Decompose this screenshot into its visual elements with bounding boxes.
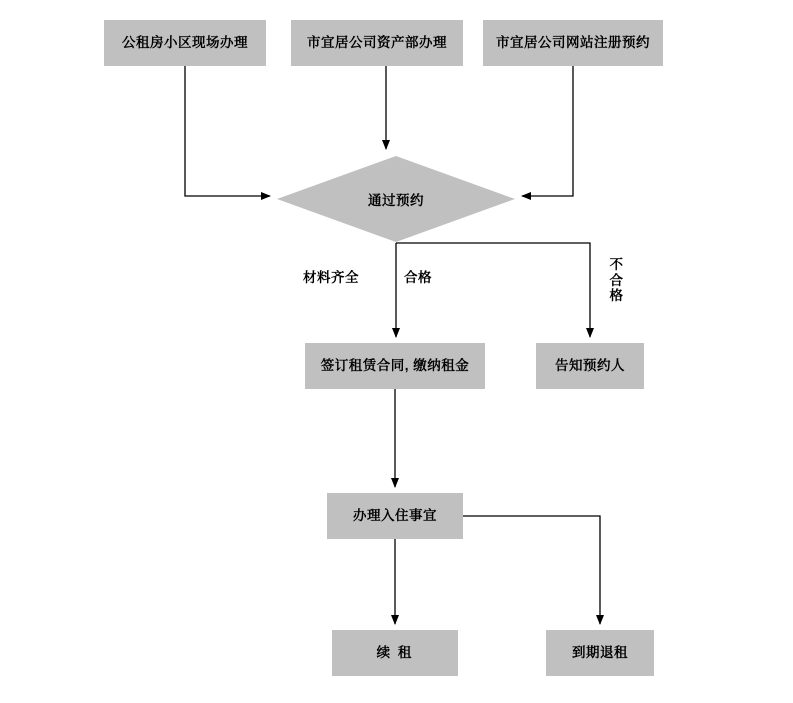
node-sign-contract[interactable]: 签订租赁合同, 缴纳租金	[305, 343, 485, 389]
node-website-registration[interactable]: 市宜居公司网站注册预约	[483, 20, 663, 66]
edge-label-not-qualified: 不合格	[609, 257, 624, 304]
node-renew-lease[interactable]: 续 租	[332, 630, 458, 676]
node-notify-applicant[interactable]: 告知预约人	[536, 343, 644, 389]
decision-label: 通过预约	[368, 193, 424, 208]
node-decision-appointment[interactable]	[276, 155, 516, 243]
edge-label-materials-complete: 材料齐全	[303, 270, 359, 285]
node-asset-department[interactable]: 市宜居公司资产部办理	[291, 20, 463, 66]
node-move-in[interactable]: 办理入住事宜	[327, 493, 463, 539]
edge-checkin-to-terminate	[463, 516, 600, 624]
edge-n1-to-decision	[185, 66, 270, 196]
edge-label-qualified: 合格	[404, 270, 432, 285]
edge-n3-to-decision	[522, 66, 573, 196]
node-terminate-lease[interactable]: 到期退租	[546, 630, 654, 676]
edge-decision-to-notify	[396, 243, 590, 337]
node-onsite-office[interactable]: 公租房小区现场办理	[104, 20, 266, 66]
